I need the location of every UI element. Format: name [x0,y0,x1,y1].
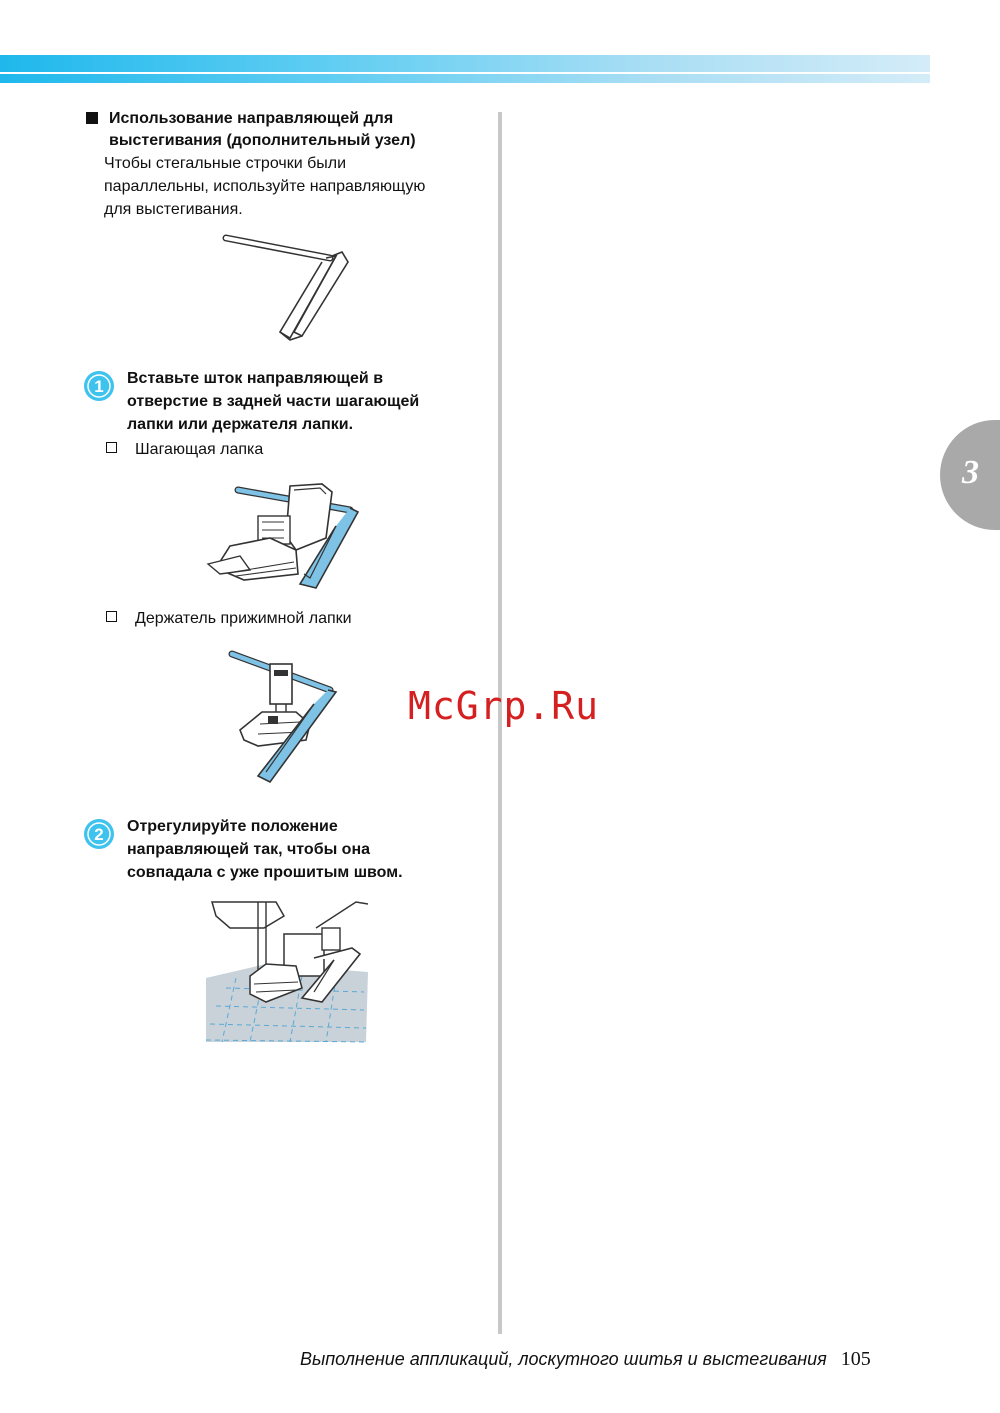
step-2-line: направляющей так, чтобы она [127,841,371,858]
seam-alignment-illustration [206,898,368,1044]
heading-line: Использование направляющей для [109,110,394,127]
intro-line: Чтобы стегальные строчки были [104,155,347,172]
svg-text:2: 2 [94,825,104,844]
header-color-bar [0,55,930,83]
watermark-text: McGrp.Ru [408,684,600,728]
step-2-line: Отрегулируйте положение [127,818,338,835]
page-number: 105 [840,1348,871,1370]
chapter-tab[interactable] [940,420,1000,530]
step-1-line: лапки или держателя лапки. [127,416,354,433]
heading-bullet-icon [86,112,98,124]
intro-paragraph [104,152,484,221]
step-1-line: отверстие в задней части шагающей [127,393,420,410]
heading-line: выстегивания (дополнительный узел) [109,132,416,149]
step-1-number-icon [82,369,116,403]
option-presser-foot-holder-label: Держатель прижимной лапки [135,610,352,627]
option-walking-foot [106,440,263,460]
page-footer [300,1348,871,1371]
step-1-line: Вставьте шток направляющей в [127,370,384,387]
option-walking-foot-label: Шагающая лапка [135,441,264,458]
footer-title: Выполнение аппликаций, лоскутного шитья и выстегивания [300,1349,827,1369]
quilting-guide-illustration [218,228,358,346]
chapter-number: 3 [962,454,979,491]
intro-line: параллельны, используйте направляющую [104,178,426,195]
walking-foot-illustration [200,476,370,596]
checkbox-icon [106,611,117,622]
step-2-line: совпадала с уже прошитым швом. [127,864,403,881]
svg-text:1: 1 [94,377,104,396]
header-stripe [0,72,930,74]
presser-foot-holder-illustration [222,646,347,786]
intro-line: для выстегивания. [104,201,243,218]
option-presser-foot-holder [106,609,352,629]
checkbox-icon [106,442,117,453]
step-2-number-icon [82,817,116,851]
